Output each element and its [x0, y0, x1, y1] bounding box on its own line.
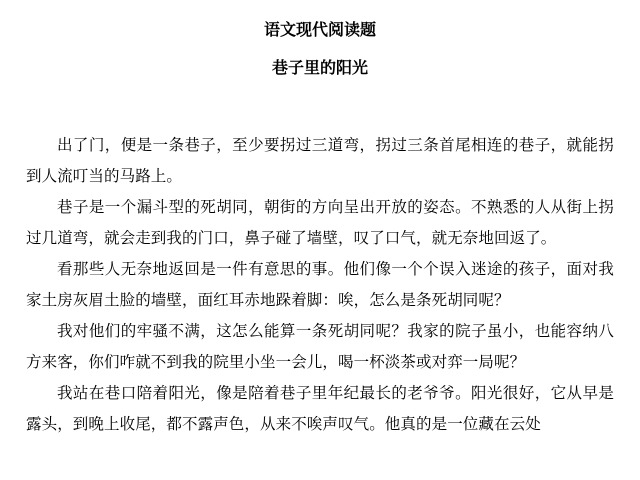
paragraph: 看那些人无奈地返回是一件有意思的事。他们像一个个误入迷途的孩子，面对我家土房灰眉土脸的墙壁，面红耳赤地跺着脚：唉，怎么是条死胡同呢？	[26, 260, 614, 309]
paragraph: 我站在巷口陪着阳光，像是陪着巷子里年纪最长的老爷爷。阳光很好，它从早是露头，到晚上收尾，都不露声色，从来不唉声叹气。他真的是一位藏在云处	[26, 384, 614, 433]
paragraph: 我对他们的牢骚不满，这怎么能算一条死胡同呢？我家的院子虽小，也能容纳八方来客，你们咋就不到我的院里小坐一会儿，喝一杯淡茶或对弈一局呢？	[26, 322, 614, 371]
paragraph: 出了门，便是一条巷子，至少要拐过三道弯，拐过三条首尾相连的巷子，就能拐到人流叮当的马路上。	[26, 136, 614, 185]
article-title: 巷子里的阳光	[271, 58, 368, 77]
paragraph: 巷子是一个漏斗型的死胡同，朝街的方向呈出开放的姿态。不熟悉的人从街上拐过几道弯，就会走到我的门口，鼻子碰了墙壁，叹了口气，就无奈地回返了。	[26, 198, 614, 247]
document-heading: 语文现代阅读题	[263, 20, 376, 39]
article-body	[26, 130, 614, 440]
